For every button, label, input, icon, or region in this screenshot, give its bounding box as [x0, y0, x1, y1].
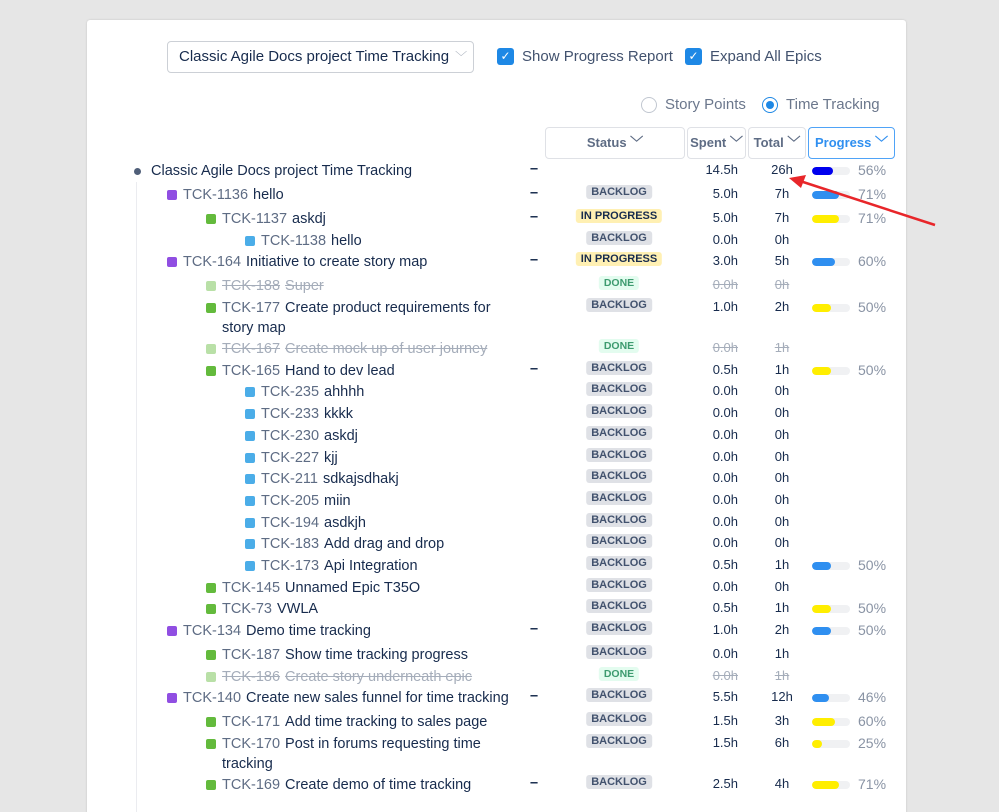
status-badge: BACKLOG	[586, 578, 652, 592]
spent-value: 5.5h	[712, 689, 738, 705]
issue-key[interactable]: TCK-134	[183, 623, 242, 639]
issue-key[interactable]: TCK-171	[222, 714, 281, 731]
issue-title[interactable]: Initiative to create story map	[246, 254, 428, 271]
issue-title[interactable]: Api Integration	[324, 557, 418, 574]
issue-title[interactable]: Create product requirements for story map	[222, 300, 491, 337]
issue-title[interactable]: ahhhh	[324, 384, 365, 401]
spent-value: 0.5h	[712, 361, 738, 377]
column-header-total[interactable]: Total ﹀	[748, 127, 806, 159]
issue-title[interactable]: hello	[253, 187, 284, 203]
collapse-button[interactable]: –	[530, 775, 539, 792]
total-value: 12h	[771, 689, 793, 705]
issue-key[interactable]: TCK-164	[183, 254, 242, 271]
spent-value: 0.5h	[712, 600, 738, 616]
total-value: 0h	[774, 470, 790, 486]
spent-value: 0.0h	[712, 340, 738, 356]
spent-value: 0.0h	[712, 405, 738, 421]
total-value: 0h	[774, 405, 790, 421]
column-header-spent[interactable]: Spent ﹀	[687, 127, 746, 159]
collapse-button[interactable]: –	[530, 185, 539, 201]
progress-percent: 50%	[858, 600, 887, 617]
status-badge: BACKLOG	[586, 491, 652, 505]
issue-key[interactable]: TCK-186	[222, 668, 281, 685]
total-value: 7h	[774, 210, 790, 225]
status-badge: BACKLOG	[586, 645, 652, 659]
issue-key[interactable]: TCK-1137	[222, 211, 288, 227]
issue-title[interactable]: hello	[331, 232, 362, 249]
total-value: 0h	[774, 231, 790, 247]
issue-key[interactable]: TCK-170	[222, 736, 281, 753]
total-value: 1h	[774, 361, 790, 377]
spent-value: 0.0h	[712, 277, 738, 293]
total-value: 3h	[774, 713, 790, 729]
total-value: 0h	[774, 448, 790, 464]
total-value: 5h	[774, 253, 790, 269]
status-badge: BACKLOG	[586, 448, 652, 462]
issue-key[interactable]: TCK-169	[222, 777, 281, 794]
spent-value: 14.5h	[705, 162, 738, 177]
progress-percent: 71%	[858, 776, 887, 793]
total-value: 2h	[774, 299, 790, 315]
status-badge: BACKLOG	[586, 382, 652, 396]
checkmark-icon: ✓	[685, 48, 702, 65]
spent-value: 5.0h	[712, 186, 738, 201]
progress-percent: 71%	[858, 186, 887, 202]
progress-percent: 71%	[858, 210, 887, 226]
issue-key[interactable]: TCK-1138	[261, 232, 327, 249]
issue-title[interactable]: kjj	[324, 449, 338, 466]
status-badge: BACKLOG	[586, 361, 652, 375]
total-value: 1h	[774, 556, 790, 572]
collapse-button[interactable]: –	[530, 252, 539, 269]
issue-title[interactable]: sdkajsdhakj	[322, 471, 399, 488]
spent-value: 1.5h	[712, 713, 738, 729]
spent-value: 0.0h	[712, 535, 738, 551]
issue-title[interactable]: Super	[285, 278, 324, 295]
issue-key[interactable]: TCK-183	[261, 536, 320, 553]
issue-title[interactable]: Show time tracking progress	[285, 647, 468, 663]
issue-key[interactable]: TCK-167	[222, 341, 281, 358]
spent-value: 0.0h	[712, 231, 738, 247]
total-value: 0h	[774, 535, 790, 551]
issue-title[interactable]: Create demo of time tracking	[285, 777, 472, 794]
project-select-value: Classic Agile Docs project Time Tracking	[179, 48, 450, 65]
progress-percent: 60%	[858, 713, 887, 730]
expand-epics-label: Expand All Epics	[710, 48, 822, 65]
status-badge: BACKLOG	[586, 599, 652, 613]
issue-title[interactable]: kkkk	[324, 406, 354, 423]
total-header-label: Total	[753, 135, 784, 150]
issue-title[interactable]: askdj	[324, 427, 358, 444]
collapse-button[interactable]: –	[530, 688, 539, 705]
total-value: 0h	[774, 513, 790, 529]
story-points-label: Story Points	[665, 96, 746, 113]
status-badge: DONE	[599, 339, 639, 353]
total-value: 1h	[774, 646, 790, 661]
status-badge: BACKLOG	[586, 469, 652, 483]
status-badge: BACKLOG	[586, 534, 652, 548]
total-value: 0h	[774, 578, 790, 594]
issue-title[interactable]: Demo time tracking	[246, 623, 371, 639]
issue-key[interactable]: TCK-188	[222, 278, 281, 295]
issue-title[interactable]: Unnamed Epic T35O	[285, 579, 421, 596]
spent-value: 3.0h	[712, 253, 738, 269]
issue-title[interactable]: Create story underneath epic	[285, 668, 473, 685]
issue-title[interactable]: Add drag and drop	[324, 536, 445, 553]
spent-value: 0.0h	[712, 448, 738, 464]
total-value: 26h	[771, 162, 793, 177]
issue-key[interactable]: TCK-140	[183, 690, 242, 707]
spent-value: 0.0h	[712, 667, 738, 683]
status-badge: BACKLOG	[586, 185, 652, 199]
issue-key[interactable]: TCK-165	[222, 362, 281, 379]
spent-value: 5.0h	[712, 210, 738, 225]
total-value: 0h	[774, 491, 790, 507]
total-value: 2h	[774, 622, 790, 637]
issue-title[interactable]: Create mock up of user journey	[285, 341, 488, 358]
issue-key[interactable]: TCK-211	[261, 471, 318, 488]
show-progress-label: Show Progress Report	[522, 48, 673, 65]
spent-value: 1.0h	[712, 622, 738, 637]
time-tracking-label: Time Tracking	[786, 96, 880, 113]
spent-value: 2.5h	[712, 776, 738, 792]
checkmark-icon: ✓	[497, 48, 514, 65]
issue-key[interactable]: TCK-194	[261, 514, 320, 531]
status-badge: BACKLOG	[586, 734, 652, 748]
spent-value: 0.0h	[712, 646, 738, 661]
status-badge: BACKLOG	[586, 688, 652, 702]
issue-title[interactable]: VWLA	[276, 601, 319, 618]
spent-value: 0.0h	[712, 426, 738, 442]
issue-title[interactable]: Create new sales funnel for time tracking	[246, 690, 509, 707]
status-header-label: Status	[586, 135, 627, 150]
status-badge: BACKLOG	[586, 712, 652, 726]
progress-percent: 46%	[858, 689, 887, 706]
collapse-button[interactable]: –	[530, 621, 539, 637]
issue-key[interactable]: TCK-187	[222, 647, 281, 663]
column-header-progress[interactable]: Progress ﹀	[808, 127, 895, 159]
issue-key[interactable]: TCK-73	[222, 601, 272, 618]
progress-percent: 25%	[858, 735, 887, 752]
spent-value: 0.5h	[712, 556, 738, 572]
total-value: 0h	[774, 383, 790, 399]
total-value: 0h	[774, 277, 790, 293]
progress-percent: 56%	[858, 162, 887, 178]
progress-header-label: Progress	[815, 135, 872, 150]
issue-key[interactable]: TCK-205	[261, 492, 320, 509]
issue-key[interactable]: TCK-230	[261, 427, 320, 444]
collapse-button[interactable]: –	[530, 360, 539, 377]
collapse-button[interactable]: –	[530, 161, 539, 177]
spent-value: 0.0h	[712, 578, 738, 594]
spent-value: 1.0h	[712, 299, 738, 315]
issue-key[interactable]: TCK-1136	[183, 187, 249, 203]
status-badge: BACKLOG	[586, 775, 652, 789]
status-badge: DONE	[599, 276, 639, 290]
progress-percent: 50%	[858, 556, 887, 573]
progress-percent: 50%	[858, 622, 887, 638]
issue-key[interactable]: TCK-227	[261, 449, 320, 466]
total-value: 6h	[774, 735, 790, 751]
total-value: 1h	[774, 340, 790, 356]
issue-title[interactable]: askdj	[292, 211, 326, 227]
issue-title[interactable]: Add time tracking to sales page	[285, 714, 488, 731]
issue-key[interactable]: TCK-145	[222, 579, 281, 596]
issue-title[interactable]: Classic Agile Docs project Time Tracking	[151, 163, 413, 179]
status-badge: DONE	[599, 667, 639, 681]
spent-value: 0.0h	[712, 470, 738, 486]
status-badge: BACKLOG	[586, 621, 652, 635]
spent-value: 0.0h	[712, 491, 738, 507]
issue-key[interactable]: TCK-235	[261, 384, 320, 401]
status-badge: BACKLOG	[586, 556, 652, 570]
progress-percent: 50%	[858, 299, 887, 316]
column-header-status[interactable]: Status ﹀	[545, 127, 685, 159]
status-badge: BACKLOG	[586, 513, 652, 527]
status-badge: BACKLOG	[586, 231, 652, 245]
status-badge: BACKLOG	[586, 298, 652, 312]
chevron-down-icon: ﹀	[455, 50, 468, 64]
progress-percent: 50%	[858, 361, 887, 378]
total-value: 1h	[774, 667, 790, 683]
status-badge: BACKLOG	[586, 426, 652, 440]
total-value: 7h	[774, 186, 790, 201]
issue-title[interactable]: Post in forums requesting time tracking	[222, 736, 481, 773]
total-value: 0h	[774, 426, 790, 442]
spent-value: 0.0h	[712, 383, 738, 399]
status-badge: IN PROGRESS	[576, 252, 662, 266]
total-value: 1h	[774, 600, 790, 616]
issue-key[interactable]: TCK-233	[261, 406, 320, 423]
total-value: 4h	[774, 776, 790, 792]
issue-title[interactable]: miin	[324, 492, 351, 509]
status-badge: BACKLOG	[586, 404, 652, 418]
issue-key[interactable]: TCK-173	[261, 557, 320, 574]
issue-title[interactable]: asdkjh	[324, 514, 366, 531]
spent-value: 1.5h	[712, 735, 738, 751]
progress-percent: 60%	[858, 253, 887, 270]
issue-title[interactable]: Hand to dev lead	[285, 362, 395, 379]
issue-key[interactable]: TCK-177	[222, 300, 281, 317]
spent-header-label: Spent	[690, 135, 727, 150]
collapse-button[interactable]: –	[530, 209, 539, 225]
status-badge: IN PROGRESS	[576, 209, 662, 223]
spent-value: 0.0h	[712, 513, 738, 529]
